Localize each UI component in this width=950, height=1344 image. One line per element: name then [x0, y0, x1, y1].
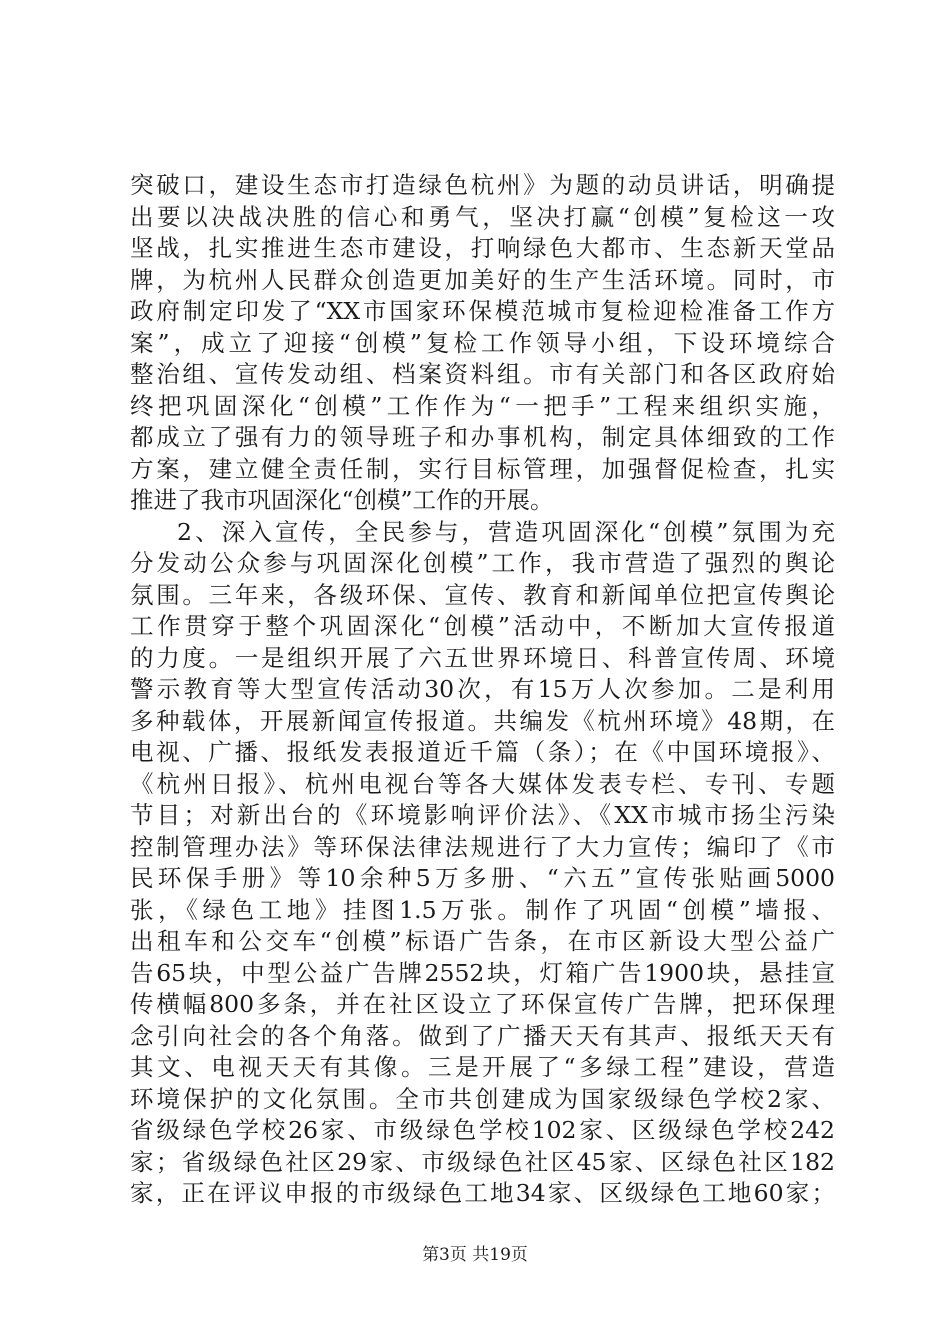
text-line: 出要以决战决胜的信心和勇气，坚决打赢“创模”复检这一攻 [130, 202, 835, 231]
text-line: 传横幅800多条，并在社区设立了环保宣传广告牌，把环保理 [130, 990, 835, 1018]
text-line: 整治组、宣传发动组、档案资料组。市有关部门和各区政府始 [130, 360, 835, 388]
page-number-footer: 第3页 共19页 [422, 1245, 528, 1265]
text-line: 推进了我市巩固深化“创模”工作的开展。 [130, 486, 554, 514]
text-line: 家，正在评议申报的市级绿色工地34家、区级绿色工地60家； [130, 1179, 835, 1207]
text-line: 多种载体，开展新闻宣传报道。共编发《杭州环境》48期，在 [130, 706, 835, 735]
text-line: 告65块，中型公益广告牌2552块，灯箱广告1900块，悬挂宣 [130, 958, 835, 987]
text-line: 节目；对新出台的《环境影响评价法》、《XX市城市扬尘污染 [130, 801, 835, 829]
text-line: 民环保手册》等10余种5万多册、“六五”宣传张贴画5000 [130, 864, 835, 892]
text-line: 的力度。一是组织开展了六五世界环境日、科普宣传周、环境 [130, 643, 835, 672]
text-line: 2、深入宣传，全民参与，营造巩固深化“创模”氛围为充 [177, 517, 835, 546]
text-line: 分发动公众参与巩固深化创模”工作，我市营造了强烈的舆论 [130, 549, 835, 577]
text-line: 其文、电视天天有其像。三是开展了“多绿工程”建设，营造 [130, 1053, 835, 1081]
text-line: 终把巩固深化“创模”工作作为“一把手”工程来组织实施， [130, 391, 835, 420]
text-line: 张，《绿色工地》挂图1.5万张。制作了巩固“创模”墙报、 [130, 895, 835, 924]
text-line: 《杭州日报》、杭州电视台等各大媒体发表专栏、专刊、专题 [130, 769, 835, 798]
text-line: 环境保护的文化氛围。全市共创建成为国家级绿色学校2家、 [130, 1084, 835, 1113]
text-line: 念引向社会的各个角落。做到了广播天天有其声、报纸天天有 [130, 1021, 835, 1050]
text-line: 控制管理办法》等环保法律法规进行了大力宣传；编印了《市 [130, 832, 835, 861]
text-line: 氛围。三年来，各级环保、宣传、教育和新闻单位把宣传舆论 [130, 580, 835, 609]
text-line: 坚战，扎实推进生态市建设，打响绿色大都市、生态新天堂品 [130, 234, 835, 262]
text-line: 工作贯穿于整个巩固深化“创模”活动中，不断加大宣传报道 [130, 612, 835, 640]
text-line: 出租车和公交车“创模”标语广告条，在市区新设大型公益广 [130, 927, 835, 955]
text-line: 牌，为杭州人民群众创造更加美好的生产生活环境。同时，市 [130, 265, 835, 294]
text-line: 突破口，建设生态市打造绿色杭州》为题的动员讲话，明确提 [130, 171, 835, 199]
text-line: 电视、广播、报纸发表报道近千篇（条）；在《中国环境报》、 [130, 738, 835, 766]
text-line: 方案，建立健全责任制，实行目标管理，加强督促检查，扎实 [130, 454, 835, 483]
text-line: 案”，成立了迎接“创模”复检工作领导小组，下设环境综合 [130, 328, 835, 357]
text-line: 省级绿色学校26家、市级绿色学校102家、区级绿色学校242 [130, 1116, 835, 1144]
text-line: 政府制定印发了“XX市国家环保模范城市复检迎检准备工作方 [130, 297, 835, 325]
text-line: 警示教育等大型宣传活动30次，有15万人次参加。二是利用 [130, 675, 835, 703]
text-line: 家；省级绿色社区29家、市级绿色社区45家、区绿色社区182 [130, 1147, 835, 1176]
text-line: 都成立了强有力的领导班子和办事机构，制定具体细致的工作 [130, 423, 835, 451]
body-text [130, 170, 835, 1210]
